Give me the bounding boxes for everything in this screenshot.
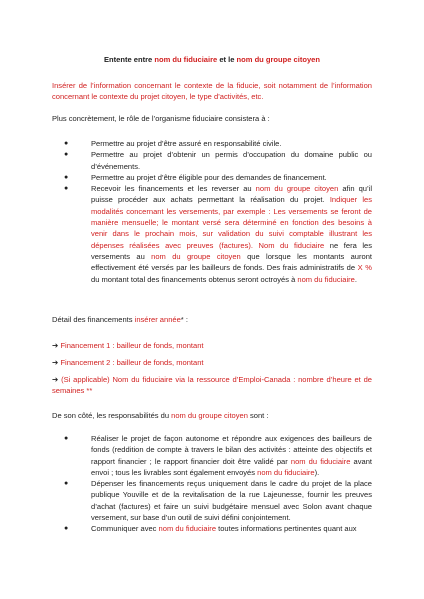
list-item: ● Permettre au projet d’être éligible pour des demandes de financement. bbox=[52, 172, 372, 183]
fiduciary-role-list bbox=[52, 138, 372, 285]
group-resp-list bbox=[52, 433, 372, 535]
funding-line-3: ➔ (Si applicable) Nom du fiduciaire via la ressource d’Emploi-Canada : nombre d’heure et de semaines ** bbox=[52, 374, 372, 395]
arrow-icon: ➔ bbox=[52, 357, 59, 367]
list-item: ● Permettre au projet d’être assuré en responsabilité civile. bbox=[52, 138, 372, 149]
fiduciary-placeholder: nom du fiduciaire bbox=[154, 55, 218, 64]
list-item: ● Communiquer avec nom du fiduciaire toutes informations pertinentes quant aux bbox=[52, 523, 372, 534]
page-title: Entente entre nom du fiduciaire et le nom du groupe citoyen bbox=[104, 55, 320, 64]
funding-heading: Détail des financements insérer année* : bbox=[52, 315, 188, 324]
group-resp-heading: De son côté, les responsabilités du nom du groupe citoyen sont : bbox=[52, 411, 269, 420]
role-heading: Plus concrètement, le rôle de l’organisme fiduciaire consistera à : bbox=[52, 114, 270, 123]
arrow-icon: ➔ bbox=[52, 340, 59, 350]
group-placeholder: nom du groupe citoyen bbox=[236, 55, 320, 64]
funding-line-2: ➔ Financement 2 : bailleur de fonds, montant bbox=[52, 357, 204, 367]
list-item: ● Réaliser le projet de façon autonome et répondre aux exigences des bailleurs de fonds (reddition de compte à travers le bilan des activités : atteinte des objectifs et rapport financier ; le rapport financier doit être validé par nom du fiduciaire avant envoi ; tous les livrables sont également envoyés nom du fiduciaire). bbox=[52, 433, 372, 478]
list-item: ● Dépenser les financements reçus uniquement dans le cadre du projet de la place publique Youville et de la revitalisation de la rue Lajeunesse, fournir les preuves d’achat (factures) et faire un suivi budgétaire mensuel avec Solon avant chaque versement, sur base d’un outil de suivi défini conjointement. bbox=[52, 478, 372, 523]
list-item: ● Recevoir les financements et les reverser au nom du groupe citoyen afin qu’il puisse procéder aux achats permettant la réalisation du projet. Indiquer les modalités concernant les versements, par exemple : Les versements se feront de manière mensuelle; le montant versé sera déterminé en fonction des besoins à venir dans le prochain mois, sur validation du suivi comptable illustrant les dépenses réalisées avec preuves (factures). Nom du fiduciaire ne fera les versements au nom du groupe citoyen que lorsque les montants auront effectivement été versés par les bailleurs de fonds. Des frais administratifs de X % du montant total des financements obtenus seront octroyés à nom du fiduciaire. bbox=[52, 183, 372, 285]
intro-instructions: Insérer de l’information concernant le contexte de la fiducie, soit notamment de l’information concernant le contexte du projet citoyen, le type d’activités, etc. bbox=[52, 81, 372, 102]
arrow-icon: ➔ bbox=[52, 374, 59, 384]
list-item: ● Permettre au projet d’obtenir un permis d’occupation du domaine public ou d’événements. bbox=[52, 149, 372, 172]
funding-line-1: ➔ Financement 1 : bailleur de fonds, montant bbox=[52, 340, 204, 350]
